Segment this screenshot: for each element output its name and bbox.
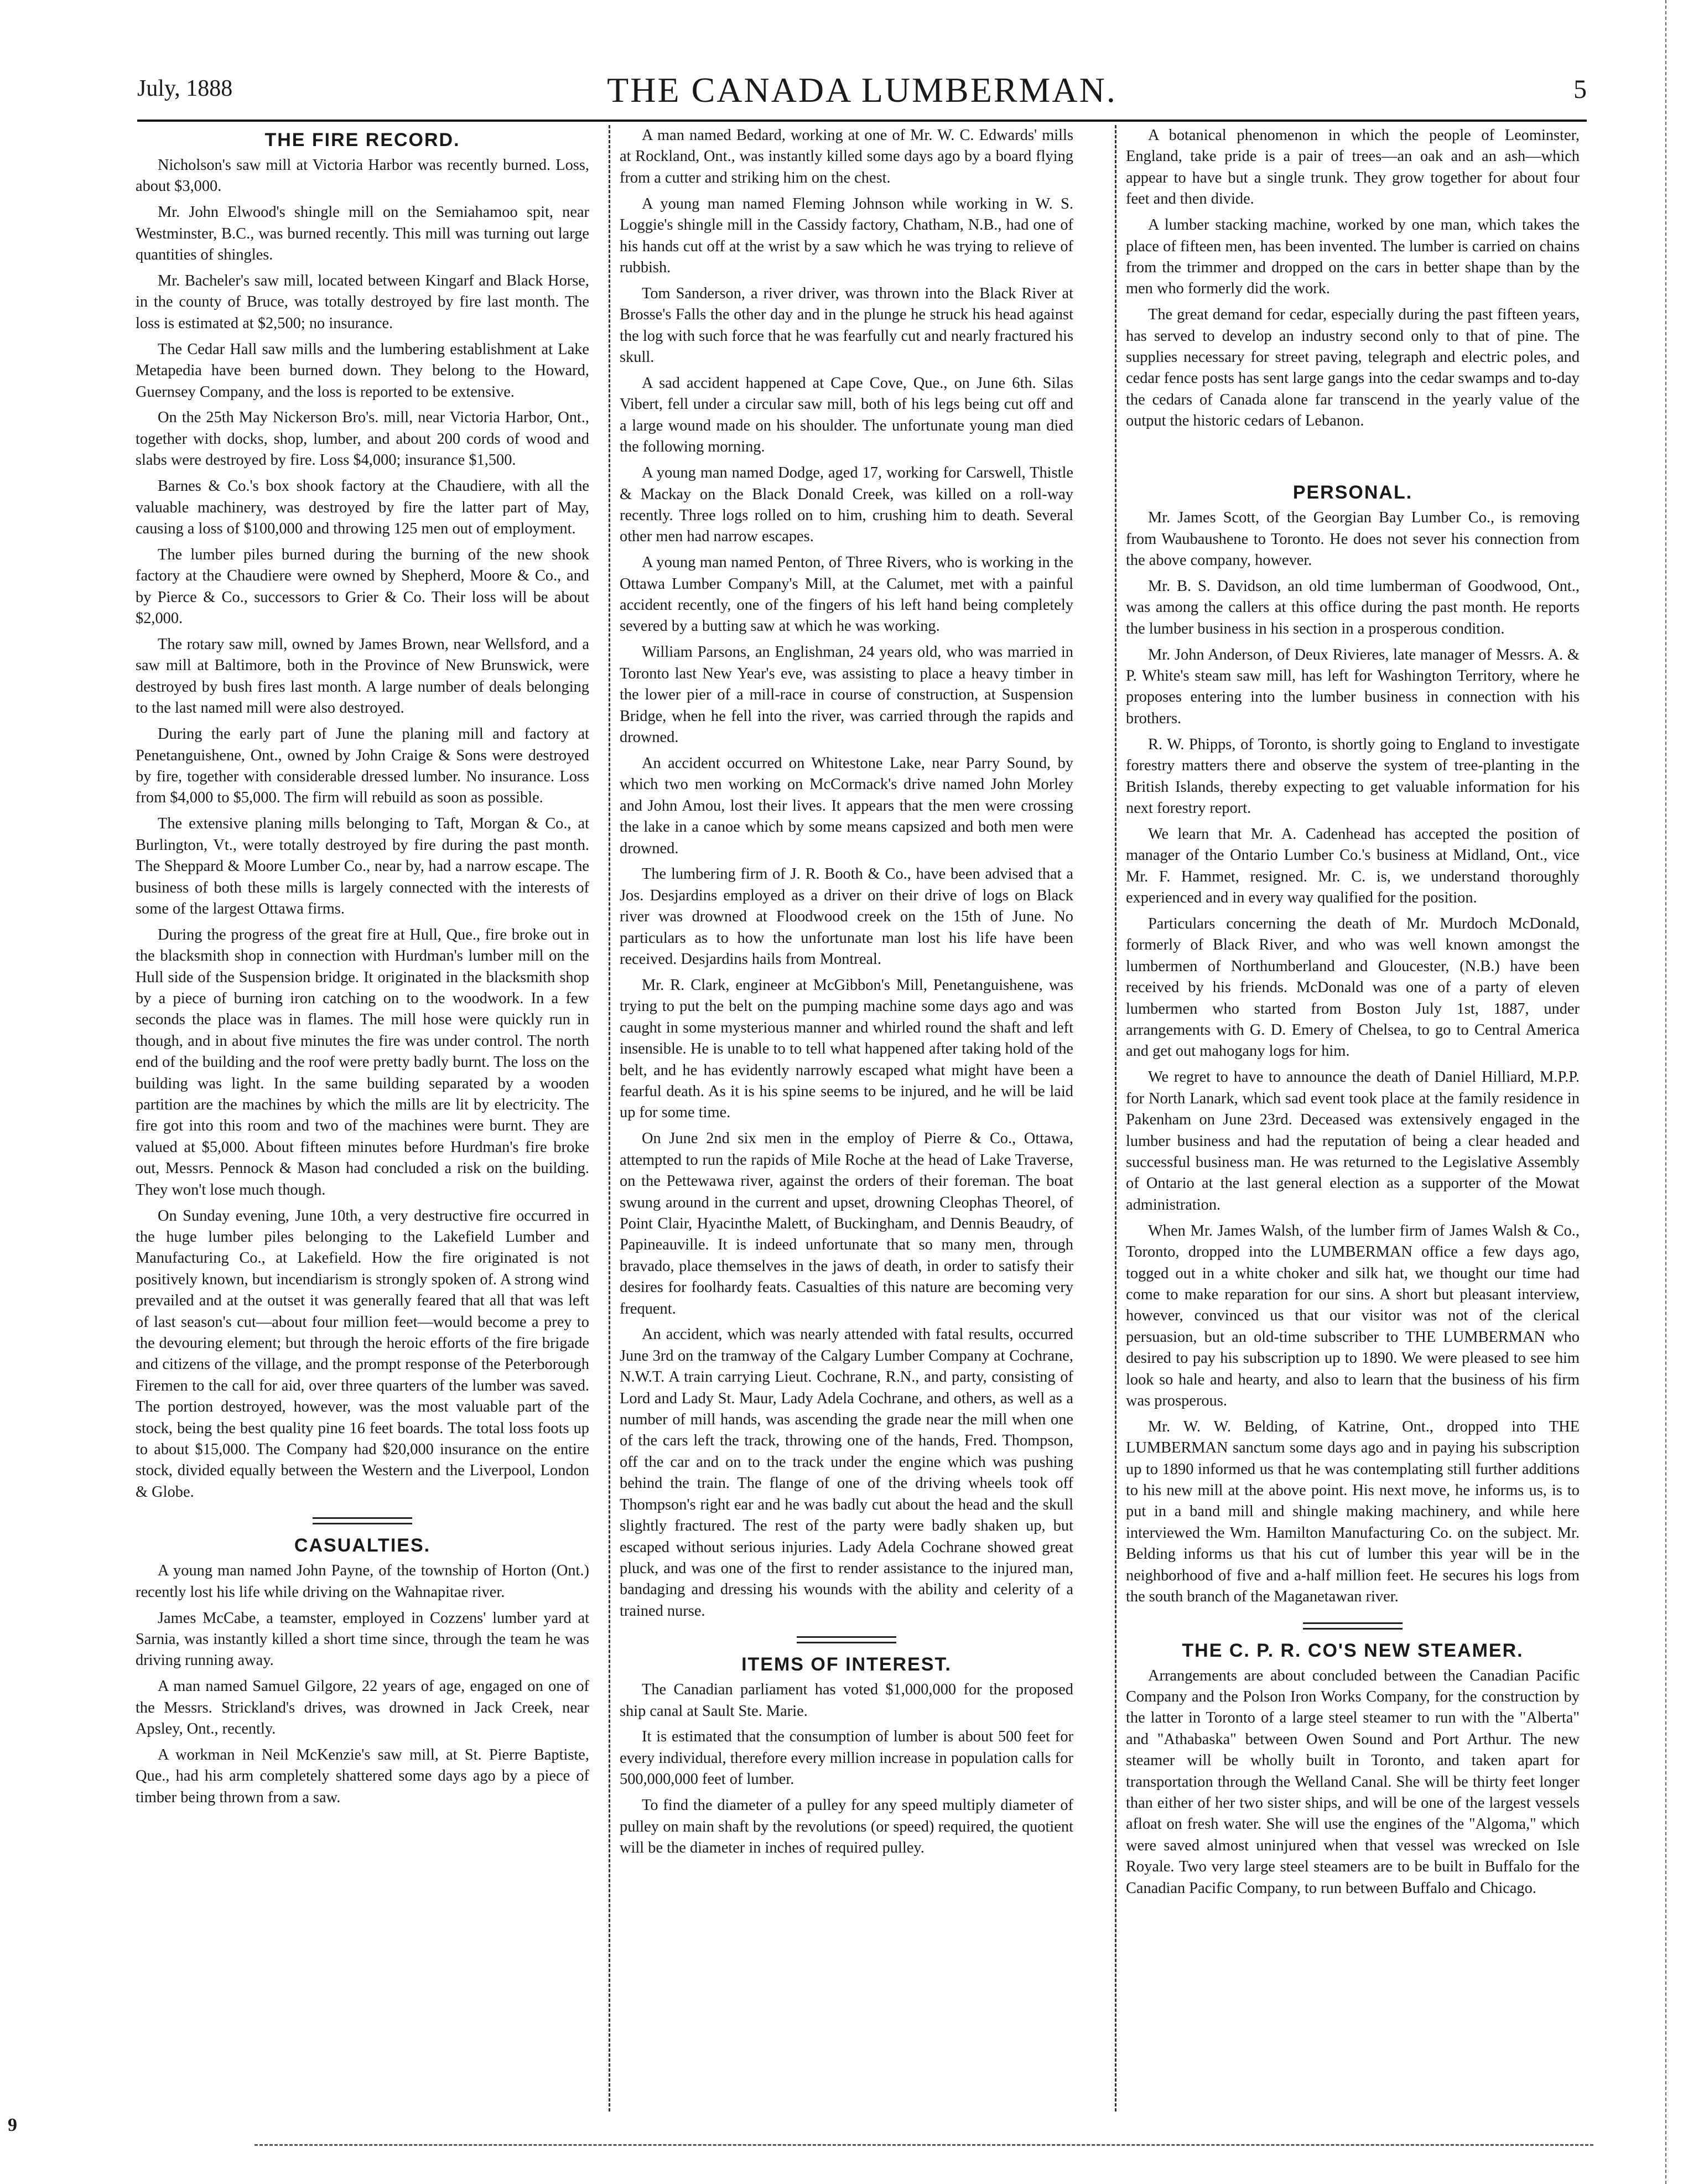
article-paragraph: The extensive planing mills belonging to Taft, Morgan & Co., at Burlington, Vt., were totally destroyed by fire during the past month. The Sheppard & Moore Lumber Co., near by, had a narrow escape. The business of both these mills is largely connected with the interests of some of the largest Ottawa firms. [136, 815, 589, 917]
article-paragraph: We learn that Mr. A. Cadenhead has accepted the position of manager of the Ontario Lumber Co.'s business at Midland, Ont., vice Mr. F. Hammet, resigned. Mr. C. is, we understand thoroughly experienced and in every way qualified for the position. [1126, 825, 1580, 907]
article-paragraph: Barnes & Co.'s box shook factory at the Chaudiere, with all the valuable machinery, was destroyed by fire the latter part of May, causing a loss of $100,000 and throwing 125 men out of employment. [136, 478, 589, 537]
article-paragraph: We regret to have to announce the death of Daniel Hilliard, M.P.P. for North Lanark, which sad event took place at the family residence in Pakenham on June 23rd. Deceased was extensively engaged in the lumber business and had the reputation of being a clear headed and successful business man. He was returned to the Legislative Assembly of Ontario at the last general election as a supporter of the Mowat administration. [1126, 1068, 1580, 1213]
page-header [137, 65, 1587, 115]
article-paragraph: On the 25th May Nickerson Bro's. mill, near Victoria Harbor, Ont., together with docks, shop, lumber, and about 200 cords of wood and slabs were destroyed by fire. Loss $4,000; insurance $1,500. [136, 409, 589, 469]
article-paragraph: Mr. R. Clark, engineer at McGibbon's Mill, Penetanguishene, was trying to put the belt on the pumping machine some days ago and was caught in some mysterious manner and whirled round the shaft and left insensible. He is unable to to tell what happened after taking hold of the belt, and he has evidently narrowly escaped what might have been a fearful death. As it is his spine seems to be injured, and he will be laid up for some time. [620, 976, 1073, 1122]
article-paragraph: During the progress of the great fire at Hull, Que., fire broke out in the blacksmith shop in connection with Hurdman's lumber mill on the Hull side of the Suspension bridge. It originated in the blacksmith shop by a piece of burning iron catching on to the woodwork. In a few seconds the place was in flames. The mill hose were quickly run in though, and in about five minutes the fire was under control. The north end of the building and the roof were pretty badly burnt. The loss on the building was light. In the same building separated by a wooden partition are the machines by which the mills are lit by electricity. The fire got into this room and two of the machines were burnt. They are valued at $5,000. About fifteen minutes before Hurdman's fire broke out, Messrs. Pennock & Mason had concluded a risk on the building. They won't lose much though. [136, 926, 589, 1199]
section-divider [797, 1634, 896, 1646]
column-2 [620, 125, 1073, 2128]
article-paragraph: A man named Samuel Gilgore, 22 years of age, engaged on one of the Messrs. Strickland's drives, was drowned in Jack Creek, near Apsley, Ont., recently. [136, 1678, 589, 1738]
masthead-title: THE CANADA LUMBERMAN. [607, 70, 1117, 110]
article-paragraph: A young man named Fleming Johnson while working in W. S. Loggie's shingle mill in the Cassidy factory, Chatham, N.B., had one of his hands cut off at the wrist by a saw which he was trying to relieve of rubbish. [620, 195, 1073, 276]
article-paragraph: Tom Sanderson, a river driver, was thrown into the Black River at Brosse's Falls the other day and in the plunge he struck his head against the log with such force that he was fearfully cut and nearly fractured his skull. [620, 284, 1073, 366]
article-paragraph: R. W. Phipps, of Toronto, is shortly going to England to investigate forestry matters there and observe the system of tree-planting in the British Islands, thereby expecting to get valuable information for his next forestry report. [1126, 735, 1580, 817]
article-paragraph: Arrangements are about concluded between the Canadian Pacific Company and the Polson Iron Works Company, for the construction by the latter in Toronto of a large steel steamer to run with the "Alberta" and "Athabaska" between Owen Sound and Port Arthur. The new steamer will be wholly built in Toronto, and taken apart for transportation through the Welland Canal. She will be thirty feet longer than either of her two sister ships, and will be one of the largest vessels afloat on fresh water. She will use the engines of the "Algoma," which were saved almost uninjured when that vessel was wrecked on Isle Royale. Two very large steel steamers are to be built in Buffalo for the Canadian Pacific Company, to run between Buffalo and Chicago. [1126, 1667, 1580, 1897]
article-paragraph: Nicholson's saw mill at Victoria Harbor was recently burned. Loss, about $3,000. [136, 157, 589, 195]
section-heading-items-of-interest: ITEMS OF INTEREST. [741, 1654, 952, 1675]
article-paragraph: On June 2nd six men in the employ of Pierre & Co., Ottawa, attempted to run the rapids of Mile Roche at the head of Lake Traverse, on the Pettewawa river, against the orders of their foreman. The boat swung around in the current and upset, drowning Cleophas Theorel, of Point Clair, Hyacinthe Malett, of Buckingham, and Dennis Beaudry, of Papineauville. It is indeed unfortunate that so many men, through bravado, place themselves in the jaws of death, in order to satisfy their desires for foolhardy feats. Casualties of this nature are becoming very frequent. [620, 1130, 1073, 1317]
article-paragraph: It is estimated that the consumption of lumber is about 500 feet for every individual, therefore every million increase in population calls for 500,000,000 feet of lumber. [620, 1728, 1073, 1788]
issue-date: July, 1888 [137, 76, 233, 101]
column-separator [609, 125, 610, 2112]
article-paragraph: During the early part of June the planing mill and factory at Penetanguishene, Ont., owned by John Craige & Sons were destroyed by fire, together with considerable dressed lumber. No insurance. Loss from $4,000 to $5,000. The firm will rebuild as soon as possible. [136, 725, 589, 807]
section-heading-fire-record: THE FIRE RECORD. [264, 129, 460, 151]
column-separator [1115, 125, 1116, 2112]
article-paragraph: The rotary saw mill, owned by James Brown, near Wellsford, and a saw mill at Baltimore, both in the Province of New Brunswick, were destroyed by bush fires last month. A large number of deals belonging to the last named mill were also destroyed. [136, 636, 589, 717]
article-paragraph: Mr. Bacheler's saw mill, located between Kingarf and Black Horse, in the county of Bruce, was totally destroyed by fire last month. The loss is estimated at $2,500; no insurance. [136, 272, 589, 332]
article-paragraph: A young man named John Payne, of the township of Horton (Ont.) recently lost his life while driving on the Wahnapitae river. [136, 1562, 589, 1601]
article-paragraph: Mr. W. W. Belding, of Katrine, Ont., dropped into THE LUMBERMAN sanctum some days ago and in paying his subscription up to 1890 informed us that he was contemplating still further additions to his new mill at the above point. His next move, he informs us, is to put in a band mill and shingle making machinery, and while here interviewed the Wm. Hamilton Manufacturing Co. on the subject. Mr. Belding informs us that his cut of lumber this year will be in the neighborhood of five and a-half million feet. He secures his logs from the south branch of the Maganetawan river. [1126, 1418, 1580, 1606]
article-paragraph: A young man named Dodge, aged 17, working for Carswell, Thistle & Mackay on the Black Donald Creek, was killed on a roll-way recently. Three logs rolled on to him, crushing him to death. Several other men had narrow escapes. [620, 464, 1073, 546]
section-divider [1303, 1620, 1403, 1632]
article-paragraph: James McCabe, a teamster, employed in Cozzens' lumber yard at Sarnia, was instantly killed a short time since, through the team he was driving running away. [136, 1609, 589, 1669]
article-paragraph: The Canadian parliament has voted $1,000,000 for the proposed ship canal at Sault Ste. Marie. [620, 1681, 1073, 1720]
article-paragraph: An accident occurred on Whitestone Lake, near Parry Sound, by which two men working on McCormack's drive named John Morley and John Amou, lost their lives. It appears that the men were crossing the lake in a canoe which by some means capsized and both men were drowned. [620, 754, 1073, 857]
article-paragraph: Mr. B. S. Davidson, an old time lumberman of Goodwood, Ont., was among the callers at this office during the past month. He reports the lumber business in his section in a prosperous condition. [1126, 577, 1580, 637]
article-paragraph: The lumbering firm of J. R. Booth & Co., have been advised that a Jos. Desjardins employed as a driver on their drive of logs on Black river was drowned at Floodwood creek on the 15th of June. No particulars as to how the unfortunate man lost his life have been received. Desjardins hails from Montreal. [620, 865, 1073, 968]
article-paragraph: A workman in Neil McKenzie's saw mill, at St. Pierre Baptiste, Que., had his arm completely shattered some days ago by a piece of timber being thrown from a saw. [136, 1746, 589, 1806]
article-paragraph: Mr. John Anderson, of Deux Rivieres, late manager of Messrs. A. & P. White's steam saw mill, has left for Washington Territory, where he proposes entering into the lumber business in connection with his brothers. [1126, 646, 1580, 727]
section-divider [313, 1515, 412, 1527]
section-heading-personal: PERSONAL. [1292, 482, 1413, 504]
margin-mark: 9 [8, 2115, 17, 2135]
header-rule [137, 120, 1587, 122]
footer-rule [255, 2144, 1593, 2146]
article-paragraph: A man named Bedard, working at one of Mr. W. C. Edwards' mills at Rockland, Ont., was instantly killed some days ago by a board flying from a cutter and striking him on the chest. [620, 127, 1073, 186]
column-1 [136, 125, 589, 2128]
article-paragraph: A young man named Penton, of Three Rivers, who is working in the Ottawa Lumber Company's Mill, at the Calumet, met with a painful accident recently, one of the fingers of his left hand being completely severed by a butting saw at which he was working. [620, 554, 1073, 635]
article-paragraph: On Sunday evening, June 10th, a very destructive fire occurred in the huge lumber piles belonging to the Lakefield Lumber and Manufacturing Co., at Lakefield. How the fire originated is not positively known, but incendiarism is strongly spoken of. A strong wind prevailed and at the outset it was generally feared that all that was left of last season's cut—about four million feet—would become a prey to the devouring element; but through the heroic efforts of the fire brigade and citizens of the village, and the prompt response of the Peterborough Firemen to the call for aid, over three quarters of the lumber was saved. The portion destroyed, however, was the most valuable part of the stock, being the best quality pine 16 feet boards. The total loss foots up to about $15,000. The Company had $20,000 insurance on the entire stock, divided equally between the Western and the Liverpool, London & Globe. [136, 1207, 589, 1501]
article-paragraph: Mr. John Elwood's shingle mill on the Semiahamoo spit, near Westminster, B.C., was burned recently. This mill was turning out large quantities of shingles. [136, 204, 589, 264]
article-paragraph: A lumber stacking machine, worked by one man, which takes the place of fifteen men, has been invented. The lumber is carried on chains from the trimmer and dropped on the cars in better shape than by the men who formerly did the work. [1126, 216, 1580, 298]
article-paragraph: William Parsons, an Englishman, 24 years old, who was married in Toronto last New Year's eve, was assisting to place a heavy timber in the lower pier of a mill-race in course of construction, at Suspension Bridge, when he fell into the river, was carried through the rapids and drowned. [620, 644, 1073, 746]
article-paragraph: When Mr. James Walsh, of the lumber firm of James Walsh & Co., Toronto, dropped into the LUMBERMAN office a few days ago, togged out in a white choker and silk hat, we thought our time had come to make reparation for our sins. A short but pleasant interview, however, convinced us that our visitor was not of the clerical persuasion, but an old-time subscriber to THE LUMBERMAN who desired to pay his subscription up to 1890. We were pleased to see him look so hale and hearty, and also to learn that the business of his firm was prosperous. [1126, 1222, 1580, 1409]
article-paragraph: Particulars concerning the death of Mr. Murdoch McDonald, formerly of Black River, and who was well known amongst the lumbermen of Northumberland and Gloucester, (N.B.) have been received by his friends. McDonald was one of a party of eleven lumbermen who started from Boston July 1st, 1887, under arrangements with G. D. Emery of Chelsea, to go to Central America and get out mahogany logs for him. [1126, 915, 1580, 1060]
section-spacer [1126, 437, 1580, 478]
section-heading-cpr-steamer: THE C. P. R. CO'S NEW STEAMER. [1182, 1640, 1524, 1661]
article-paragraph: The lumber piles burned during the burning of the new shook factory at the Chaudiere were owned by Shepherd, Moore & Co., and by Pierce & Co., successors to Grier & Co. Their loss will be about $2,000. [136, 546, 589, 627]
article-paragraph: A sad accident happened at Cape Cove, Que., on June 6th. Silas Vibert, fell under a circular saw mill, both of his legs being cut off and a large wound made on his shoulder. The unfortunate young man died the following morning. [620, 374, 1073, 456]
article-paragraph: The Cedar Hall saw mills and the lumbering establishment at Lake Metapedia have been burned down. They belong to the Howard, Guernsey Company, and the loss is reported to be extensive. [136, 340, 589, 401]
section-heading-casualties: CASUALTIES. [294, 1535, 431, 1557]
column-3 [1126, 125, 1580, 2128]
page-number: 5 [1573, 75, 1587, 104]
article-paragraph: A botanical phenomenon in which the people of Leominster, England, take pride is a pair of trees—an oak and an ash—which appear to have but a single trunk. They grow together for about four feet and then divide. [1126, 127, 1580, 208]
article-paragraph: The great demand for cedar, especially during the past fifteen years, has served to develop an industry second only to that of pine. The supplies necessary for street paving, telegraph and electric poles, and cedar fence posts has sent large gangs into the cedar swamps and to-day the cedars of Canada alone far transcend in the yearly value of the output the historic cedars of Lebanon. [1126, 306, 1580, 430]
article-paragraph: To find the diameter of a pulley for any speed multiply diameter of pulley on main shaft by the revolutions (or speed) required, the quotient will be the diameter in inches of required pulley. [620, 1797, 1073, 1856]
page-edge-line [1665, 0, 1666, 2184]
article-paragraph: An accident, which was nearly attended with fatal results, occurred June 3rd on the tramway of the Calgary Lumber Company at Cochrane, N.W.T. A train carrying Lieut. Cochrane, R.N., and party, consisting of Lord and Lady St. Maur, Lady Adela Cochrane, and others, as well as a number of mill hands, was ascending the grade near the mill when one of the cars left the track, throwing one of the hands, Fred. Thompson, off the car and on to the track under the engine which was pushing behind the train. The flange of one of the driving wheels took off Thompson's right ear and he was badly cut about the head and the skull slightly fractured. The rest of the party were badly shaken up, but escaped without serious injuries. Lady Adela Cochrane showed great pluck, and was one of the first to render assistance to the injured man, bandaging and dressing his wounds with the ability and celerity of a trained nurse. [620, 1326, 1073, 1620]
article-paragraph: Mr. James Scott, of the Georgian Bay Lumber Co., is removing from Waubaushene to Toronto. He does not sever his connection from the above company, however. [1126, 509, 1580, 569]
